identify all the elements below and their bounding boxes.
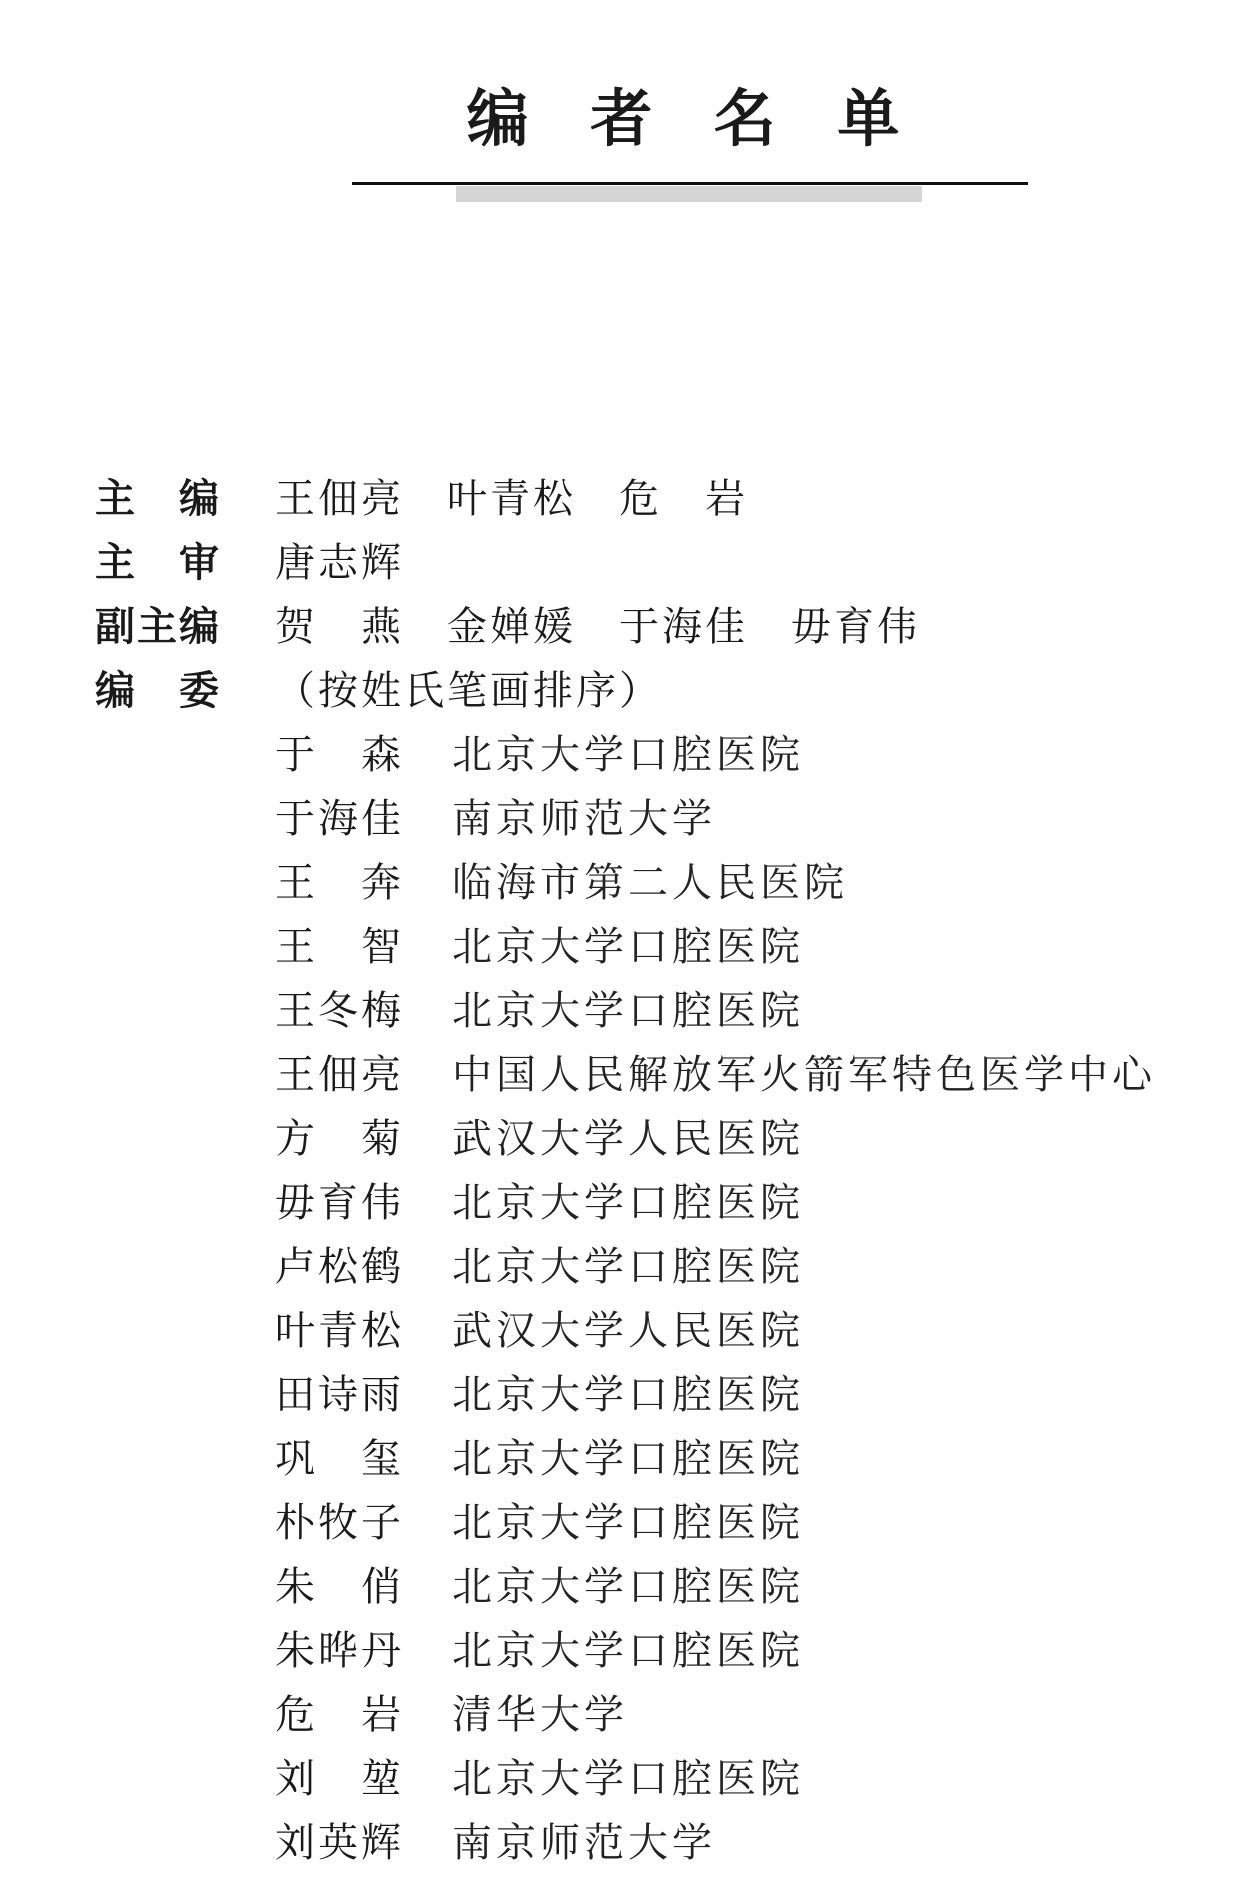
list-item: [275, 1107, 1156, 1171]
member-affiliation: 北京大学口腔医院: [452, 1180, 804, 1226]
member-name: 王 奔: [275, 860, 404, 906]
role-value: （按姓氏笔画排序）: [275, 668, 662, 714]
committee-member-list: [275, 723, 1156, 1875]
page-title: 编 者 名 单: [466, 82, 920, 155]
list-item: [275, 1235, 1156, 1299]
role-chief-editor: [95, 467, 920, 531]
member-affiliation: 北京大学口腔医院: [452, 732, 804, 778]
member-name: 刘 堃: [275, 1756, 404, 1802]
list-item: [275, 1491, 1156, 1555]
member-affiliation: 北京大学口腔医院: [452, 1436, 804, 1482]
list-item: [275, 1811, 1156, 1875]
list-item: [275, 1427, 1156, 1491]
member-affiliation: 武汉大学人民医院: [452, 1116, 804, 1162]
member-name: 王佃亮: [275, 1052, 404, 1098]
list-item: [275, 1299, 1156, 1363]
list-item: [275, 1171, 1156, 1235]
role-chief-reviewer: [95, 531, 920, 595]
member-affiliation: 武汉大学人民医院: [452, 1308, 804, 1354]
member-affiliation: 南京师范大学: [452, 796, 716, 842]
title-shadow-bar: [456, 186, 922, 202]
role-deputy-editor: [95, 595, 920, 659]
list-item: [275, 1555, 1156, 1619]
member-affiliation: 北京大学口腔医院: [452, 924, 804, 970]
member-affiliation: 南京师范大学: [452, 1820, 716, 1866]
member-name: 危 岩: [275, 1692, 404, 1738]
member-name: 朱 俏: [275, 1564, 404, 1610]
member-name: 巩 玺: [275, 1436, 404, 1482]
member-name: 刘英辉: [275, 1820, 404, 1866]
member-name: 毋育伟: [275, 1180, 404, 1226]
member-name: 于 森: [275, 732, 404, 778]
member-affiliation: 北京大学口腔医院: [452, 1372, 804, 1418]
member-name: 朴牧子: [275, 1500, 404, 1546]
member-name: 叶青松: [275, 1308, 404, 1354]
member-name: 卢松鹤: [275, 1244, 404, 1290]
member-affiliation: 中国人民解放军火箭军特色医学中心: [452, 1052, 1156, 1098]
member-affiliation: 清华大学: [452, 1692, 628, 1738]
role-value: 唐志辉: [275, 540, 404, 586]
member-affiliation: 北京大学口腔医院: [452, 1628, 804, 1674]
role-label: 副主编: [95, 604, 221, 650]
role-label: 主 编: [95, 476, 221, 522]
list-item: [275, 723, 1156, 787]
list-item: [275, 787, 1156, 851]
list-item: [275, 1363, 1156, 1427]
role-committee: [95, 659, 920, 723]
role-label: 编 委: [95, 668, 221, 714]
list-item: [275, 1683, 1156, 1747]
list-item: [275, 851, 1156, 915]
member-name: 于海佳: [275, 796, 404, 842]
member-name: 田诗雨: [275, 1372, 404, 1418]
list-item: [275, 1619, 1156, 1683]
member-name: 王 智: [275, 924, 404, 970]
member-affiliation: 北京大学口腔医院: [452, 1500, 804, 1546]
role-label: 主 审: [95, 540, 221, 586]
list-item: [275, 915, 1156, 979]
member-affiliation: 北京大学口腔医院: [452, 1564, 804, 1610]
list-item: [275, 1043, 1156, 1107]
member-affiliation: 北京大学口腔医院: [452, 988, 804, 1034]
member-affiliation: 北京大学口腔医院: [452, 1756, 804, 1802]
member-affiliation: 临海市第二人民医院: [452, 860, 848, 906]
member-name: 朱晔丹: [275, 1628, 404, 1674]
member-affiliation: 北京大学口腔医院: [452, 1244, 804, 1290]
role-value: 王佃亮 叶青松 危 岩: [275, 476, 748, 522]
list-item: [275, 979, 1156, 1043]
list-item: [275, 1747, 1156, 1811]
member-name: 方 菊: [275, 1116, 404, 1162]
member-name: 王冬梅: [275, 988, 404, 1034]
role-value: 贺 燕 金婵媛 于海佳 毋育伟: [275, 604, 920, 650]
editor-roles: [95, 467, 920, 723]
title-underline: [352, 182, 1028, 185]
